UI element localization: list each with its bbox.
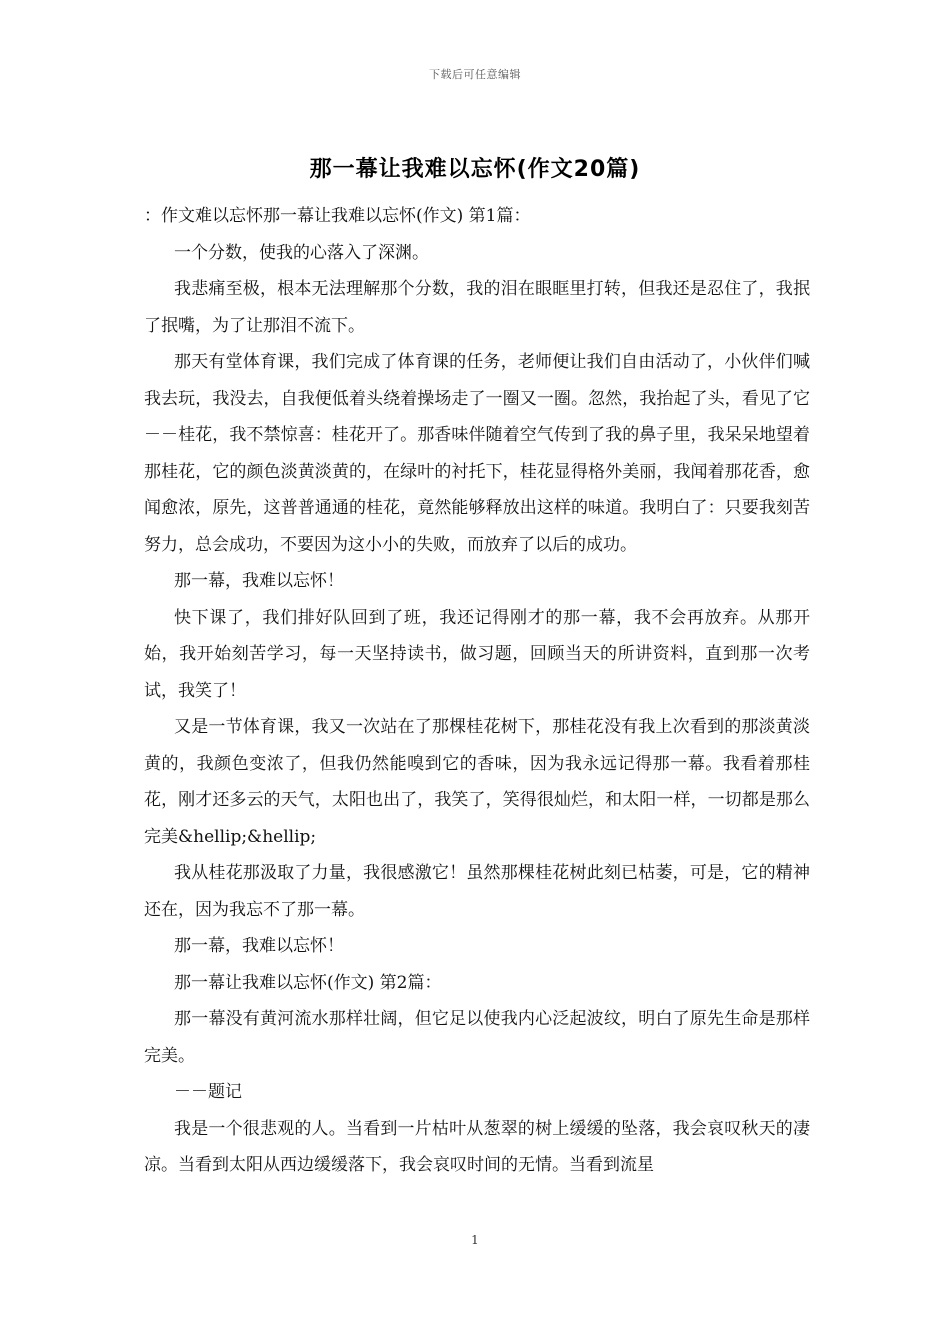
paragraph: 那一幕，我难以忘怀！: [174, 936, 344, 956]
paragraph: 我从桂花那汲取了力量，我很感激它！虽然那棵桂花树此刻已枯萎，可是，它的精神还在，因为我忘不了那一幕。: [144, 863, 810, 920]
paragraph: 那一幕，我难以忘怀！: [174, 571, 344, 591]
paragraph: 又是一节体育课，我又一次站在了那棵桂花树下，那桂花没有我上次看到的那淡黄淡黄的，我颜色变浓了，但我仍然能嗅到它的香味，因为我永远记得那一幕。我看着那桂花，刚才还多云的天气，太阳也出了，我笑了，笑得很灿烂，和太阳一样，一切都是那么完美&hellip;&hellip;: [144, 717, 810, 847]
epigraph-attribution: －－题记: [174, 1082, 242, 1102]
document-body: [144, 198, 810, 1184]
essay-heading-1: ：作文难以忘怀那一幕让我难以忘怀(作文) 第1篇：: [144, 206, 531, 226]
essay-heading-2: 那一幕让我难以忘怀(作文) 第2篇：: [174, 972, 442, 993]
paragraph: 那一幕没有黄河流水那样壮阔，但它足以使我内心泛起波纹，明白了原先生命是那样完美。: [144, 1009, 810, 1066]
paragraph: 我是一个很悲观的人。当看到一片枯叶从葱翠的树上缓缓的坠落，我会哀叹秋天的凄凉。当看到太阳从西边缓缓落下，我会哀叹时间的无情。当看到流星: [144, 1118, 810, 1175]
paragraph: 一个分数，使我的心落入了深渊。: [174, 242, 429, 263]
page-number: 1: [471, 1233, 479, 1247]
paragraph: 快下课了，我们排好队回到了班，我还记得刚才的那一幕，我不会再放弃。从那开始，我开始刻苦学习，每一天坚持读书，做习题，回顾当天的所讲资料，直到那一次考试，我笑了！: [144, 607, 810, 701]
document-title: 那一幕让我难以忘怀(作文20篇): [309, 157, 641, 182]
paragraph: 我悲痛至极，根本无法理解那个分数，我的泪在眼眶里打转，但我还是忍住了，我抿了抿嘴，为了让那泪不流下。: [144, 279, 810, 336]
paragraph: 那天有堂体育课，我们完成了体育课的任务，老师便让我们自由活动了，小伙伴们喊我去玩，我没去，自我便低着头绕着操场走了一圈又一圈。忽然，我抬起了头，看见了它－－桂花，我不禁惊喜：桂花开了。那香味伴随着空气传到了我的鼻子里，我呆呆地望着那桂花，它的颜色淡黄淡黄的，在绿叶的衬托下，桂花显得格外美丽，我闻着那花香，愈闻愈浓，原先，这普普通通的桂花，竟然能够释放出这样的味道。我明白了：只要我刻苦努力，总会成功，不要因为这小小的失败，而放弃了以后的成功。: [144, 352, 810, 555]
page-header-note: 下载后可任意编辑: [429, 68, 521, 81]
